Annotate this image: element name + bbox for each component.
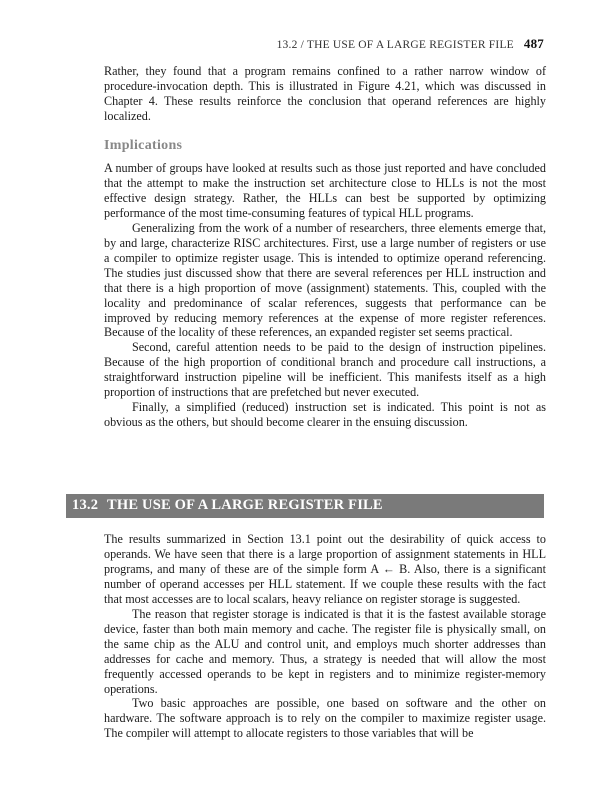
section-number: 13.2 [72,497,99,513]
section-paragraph-1: The results summarized in Section 13.1 point out the desirability of quick access to operands. We have seen that there is a large proportion of assignment statements in HLL programs, and many of these are of the simple form A ← B. Also, there is a significant number of operand accesses per HLL statement. If we couple these results with the fact that most accesses are to local scalars, heavy reliance on register storage is suggested. [104,532,546,606]
implications-paragraph-2: Generalizing from the work of a number of researchers, three elements emerge that, by and large, characterize RISC architectures. First, use a large number of registers or use a compiler to optimize register usage. This is intended to optimize operand referencing. The studies just discussed show that there are several references per HLL instruction and that there is a high proportion of move (assignment) statements. This, coupled with the locality and predominance of scalar references, suggests that performance can be improved by reducing memory references at the expense of more register references. Because of the locality of these references, an expanded register set seems practical. [104,220,546,340]
running-title: 13.2 / THE USE OF A LARGE REGISTER FILE [276,39,514,51]
intro-text [104,64,546,124]
implications-paragraph-1: A number of groups have looked at results such as those just reported and have concluded that the attempt to make the instruction set architecture close to HLLs is not the most effective design strategy. Rather, the HLLs can best be supported by optimizing performance of the most time-consuming features of typical HLL programs. [104,161,546,220]
section-text [104,532,546,741]
section-paragraph-2: The reason that register storage is indicated is that it is the fastest available storage device, faster than both main memory and cache. The register file is physically small, on the same chip as the ALU and control unit, and employs much shorter addresses than addresses for cache and memory. Thus, a strategy is needed that will allow the most frequently accessed operands to be kept in registers and to minimize register-memory operations. [104,606,546,696]
section-paragraph-3: Two basic approaches are possible, one based on software and the other on hardware. The software approach is to rely on the compiler to maximize register usage. The compiler will attempt to allocate registers to those variables that will be [104,696,546,741]
intro-paragraph: Rather, they found that a program remains confined to a rather narrow window of procedure-invocation depth. This is illustrated in Figure 4.21, which was discussed in Chapter 4. These results reinforce the conclusion that operand references are highly localized. [104,64,546,123]
implications-heading: Implications [104,138,183,153]
running-header [104,36,544,54]
section-title: THE USE OF A LARGE REGISTER FILE [107,497,383,513]
implications-paragraph-4: Finally, a simplified (reduced) instruction set is indicated. This point is not as obvious as the others, but should become clearer in the ensuing discussion. [104,400,546,430]
implications-paragraph-3: Second, careful attention needs to be paid to the design of instruction pipelines. Because of the high proportion of conditional branch and procedure call instructions, a straightforward instruction pipeline will be inefficient. This manifests itself as a high proportion of instructions that are prefetched but never executed. [104,340,546,400]
implications-text [104,161,546,430]
section-heading-bar [66,494,544,518]
page-number: 487 [523,36,544,51]
